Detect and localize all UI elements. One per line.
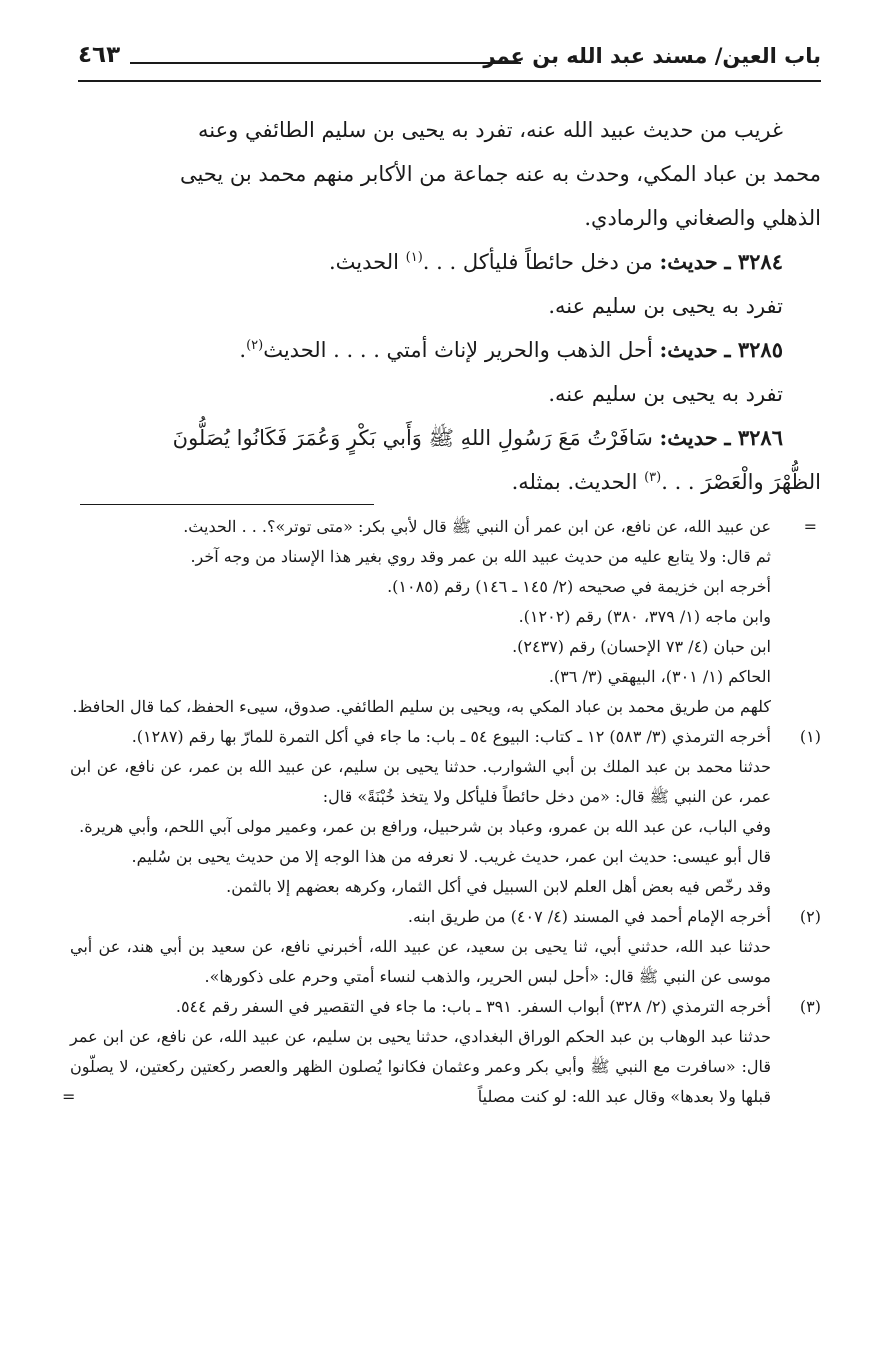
continuation-marker: = [803, 517, 817, 536]
hadith-text: الظُّهْرَ والْعَصْرَ . . . [661, 470, 821, 494]
hadith-text: سَافَرْتُ مَعَ رَسُولِ اللهِ ﷺ وَأَبي بَكْرٍ وَعُمَرَ فَكَانُوا يُصَلُّونَ [172, 426, 653, 450]
hadith-number: ٣٢٨٤ ـ [724, 249, 783, 274]
hadith-text: أحل الذهب والحرير لإناث أمتي . . . . الحديث [263, 338, 653, 362]
intro-line-3: الذهلي والصغاني والرمادي. [584, 206, 821, 230]
hadith-3286-line-1 [78, 416, 821, 460]
footnote-ref[interactable]: (٣) [644, 470, 662, 485]
footnote-line: أخرجه الإمام أحمد في المسند (٤/ ٤٠٧) من طريق ابنه. [407, 907, 771, 926]
intro-line-1: غريب من حديث عبيد الله عنه، تفرد به يحيى بن سليم الطائفي وعنه [198, 118, 783, 142]
footnote-continuation [70, 512, 821, 722]
running-title: باب العين/ مسند عبد الله بن عمر [483, 44, 821, 68]
footnote-3 [62, 992, 821, 1112]
footnote-line: ابن حبان (٤/ ٧٣ الإحسان) رقم (٢٤٣٧). [512, 637, 771, 656]
footnote-marker: (٣) [799, 997, 821, 1016]
hadith-note: تفرد به يحيى بن سليم عنه. [548, 382, 783, 406]
footnote-2 [70, 902, 821, 992]
hadith-number: ٣٢٨٥ ـ [724, 337, 783, 362]
page-header [78, 0, 821, 76]
header-rule [78, 80, 821, 82]
hadith-note: تفرد به يحيى بن سليم عنه. [548, 294, 783, 318]
hadith-tail: الحديث. [328, 250, 399, 274]
footnote-1 [70, 722, 821, 902]
footnote-line: كلهم من طريق محمد بن عباد المكي به، ويحيى بن سليم الطائفي. صدوق، سيىء الحفظ، كما قال الحافظ. [72, 697, 771, 716]
footnote-line: وابن ماجه (١/ ٣٧٩، ٣٨٠) رقم (١٢٠٢). [518, 607, 771, 626]
hadith-keyword: حديث: [659, 425, 718, 450]
page-number: ٤٦٣ [78, 42, 121, 68]
hadith-tail: الحديث. بمثله. [511, 470, 638, 494]
hadith-3286-line-2 [78, 460, 821, 504]
footnote-line: وفي الباب، عن عبد الله بن عمرو، وعباد بن شرحبيل، ورافع بن عمر، وعمير مولى آبي اللحم، وأبي هريرة. [79, 817, 771, 836]
footnote-line: الحاكم (١/ ٣٠١)، البيهقي (٣/ ٣٦). [548, 667, 771, 686]
continued-marker: = [62, 1087, 76, 1106]
hadith-3285 [78, 328, 821, 372]
footnote-line: حدثنا محمد بن عبد الملك بن أبي الشوارب. حدثنا يحيى بن سليم، عن عبيد الله بن عمر، عن نافع، عن ابن عمر، عن النبي ﷺ قال: «من دخل حائطاً فليأكل ولا يتخذ خُبْنَةً» قال: [70, 757, 772, 806]
hadith-keyword: حديث: [659, 337, 718, 362]
footnote-line: حدثنا عبد الله، حدثني أبي، ثنا يحيى بن سعيد، عن عبيد الله، أخبرني نافع، عن سعيد بن أبي هند، عن أبي موسى عن النبي ﷺ قال: «أحل لبس الحرير، والذهب لنساء أمتي وحرم على ذكورها». [70, 937, 771, 986]
footnote-marker: (٢) [799, 907, 821, 926]
intro-line-2: محمد بن عباد المكي، وحدث به عنه جماعة من الأكابر منهم محمد بن يحيى [179, 162, 821, 186]
footnote-line: وقد رخّص فيه بعض أهل العلم لابن السبيل في أكل الثمار، وكرهه بعضهم إلا بالثمن. [226, 877, 771, 896]
footnotes [62, 512, 821, 1112]
footnote-line: أخرجه الترمذي (٣/ ٥٨٣) ١٢ ـ كتاب: البيوع ٥٤ ـ باب: ما جاء في أكل التمرة للمارّ بها رقم (١٢٨٧). [131, 727, 771, 746]
footnote-ref[interactable]: (١) [405, 250, 423, 265]
hadith-keyword: حديث: [659, 249, 718, 274]
hadith-tail: . [239, 338, 247, 362]
footnote-separator [80, 504, 374, 505]
footnote-line: ثم قال: ولا يتابع عليه من حديث عبيد الله بن عمر وقد روي بغير هذا الإسناد من وجه آخر. [190, 547, 771, 566]
main-text [78, 108, 821, 504]
footnote-line: قال أبو عيسى: حديث ابن عمر، حديث غريب. لا نعرفه من هذا الوجه إلا من حديث يحيى بن سُليم. [131, 847, 771, 866]
footnote-marker: (١) [799, 727, 821, 746]
footnote-line: أخرجه الترمذي (٢/ ٣٢٨) أبواب السفر. ٣٩١ ـ باب: ما جاء في التقصير في السفر رقم ٥٤٤. [175, 997, 771, 1016]
footnote-line: عن عبيد الله، عن نافع، عن ابن عمر أن النبي ﷺ قال لأبي بكر: «متى توتر»؟. . . الحديث. [183, 517, 771, 536]
hadith-text: من دخل حائطاً فليأكل . . . [422, 250, 653, 274]
hadith-3284 [78, 240, 821, 284]
footnote-ref[interactable]: (٢) [246, 338, 264, 353]
footnote-line: حدثنا عبد الوهاب بن عبد الحكم الوراق البغدادي، حدثنا يحيى بن سليم، عن عبيد الله، عن نافع، عن ابن عمر قال: «سافرت مع النبي ﷺ وأبي بكر وعمر وعثمان فكانوا يُصلون الظهر والعصر ركعتين ركعتين، لا يصلّون قبلها ولا بعدها» وقال عبد الله: لو كنت مصلياً [70, 1027, 771, 1106]
header-leader-line [130, 62, 521, 64]
footnote-line: أخرجه ابن خزيمة في صحيحه (٢/ ١٤٥ ـ ١٤٦) رقم (١٠٨٥). [387, 577, 771, 596]
hadith-number: ٣٢٨٦ ـ [724, 425, 783, 450]
